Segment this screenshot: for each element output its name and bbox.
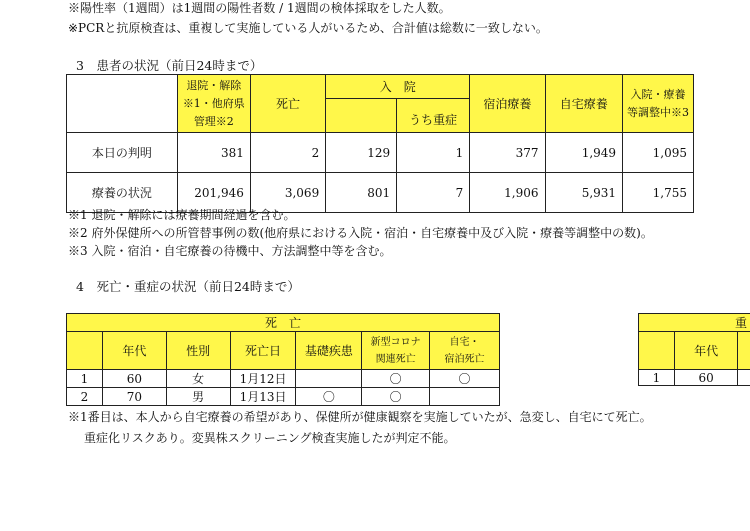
note-pcr-antigen: ※PCRと抗原検査は、重複して実施している人がいるため、合計値は総数に一致しない。 <box>68 21 548 35</box>
death-no: 1 <box>67 370 103 388</box>
table-row <box>67 388 500 406</box>
note-1: ※1 退院・解除には療養期間経過を含む。 <box>68 208 296 222</box>
table-row <box>639 370 750 386</box>
death-date: 1月13日 <box>230 388 296 406</box>
cell-severe: 1 <box>397 133 470 173</box>
death-group-header: 死 亡 <box>67 314 500 332</box>
death-header-home-l2: 宿泊死亡 <box>444 353 485 365</box>
row-label: 療養の状況 <box>67 173 178 213</box>
death-header-date: 死亡日 <box>230 332 296 370</box>
header-hospital-blank <box>326 99 397 133</box>
death-home: 〇 <box>430 370 500 388</box>
death-covid: 〇 <box>362 388 430 406</box>
header-severe: うち重症 <box>397 99 470 133</box>
death-note-1: ※1番目は、本人から自宅療養の希望があり、保健所が健康観察を実施していたが、急変し、自宅にて死亡。 <box>68 410 652 424</box>
death-header-covid-l2: 関連死亡 <box>375 353 416 365</box>
cell-home: 5,931 <box>545 173 623 213</box>
severe-age: 60 <box>674 370 738 386</box>
header-adjust-l1: 入院・療養 <box>630 87 686 101</box>
death-no: 2 <box>67 388 103 406</box>
section3-title: 3 患者の状況（前日24時まで） <box>76 58 263 73</box>
row-label: 本日の判明 <box>67 133 178 173</box>
death-header-blank <box>67 332 103 370</box>
note-3: ※3 入院・宿泊・自宅療養の待機中、方法調整中等を含む。 <box>68 244 392 258</box>
table-row <box>67 133 694 173</box>
death-sex: 女 <box>166 370 230 388</box>
severe-no: 1 <box>639 370 675 386</box>
death-underlying: 〇 <box>296 388 362 406</box>
death-age: 70 <box>102 388 166 406</box>
header-hospital: 入 院 <box>326 75 470 99</box>
death-note-2: 重症化リスクあり。変異株スクリーニング検査実施したが判定不能。 <box>84 431 456 445</box>
death-header-sex: 性別 <box>166 332 230 370</box>
header-discharge <box>177 75 250 133</box>
death-header-covid-l1: 新型コロナ <box>370 336 421 348</box>
header-hotel: 宿泊療養 <box>470 75 545 133</box>
death-header-home <box>430 332 500 370</box>
header-death: 死亡 <box>250 75 325 133</box>
header-blank <box>67 75 178 133</box>
cell-adjust: 1,755 <box>623 173 694 213</box>
cell-death: 2 <box>250 133 325 173</box>
note-positivity-rate: ※陽性率（1週間）は1週間の陽性者数 / 1週間の検体採取をした人数。 <box>68 1 451 15</box>
death-date: 1月12日 <box>230 370 296 388</box>
cell-severe: 7 <box>397 173 470 213</box>
cell-adjust: 1,095 <box>623 133 694 173</box>
cell-home: 1,949 <box>545 133 623 173</box>
death-header-home-l1: 自宅・ <box>449 336 480 348</box>
header-discharge-l1: 退院・解除 <box>186 78 242 92</box>
note-2: ※2 府外保健所への所管替事例の数(他府県における入院・宿泊・自宅療養中及び入院・療養等調整中の数)。 <box>68 226 653 240</box>
cell-hotel: 377 <box>470 133 545 173</box>
death-covid: 〇 <box>362 370 430 388</box>
death-underlying <box>296 370 362 388</box>
death-sex: 男 <box>166 388 230 406</box>
cell-hospital: 801 <box>326 173 397 213</box>
header-adjust-l2: 等調整中※3 <box>627 105 690 119</box>
death-age: 60 <box>102 370 166 388</box>
severe-header-age: 年代 <box>674 332 738 370</box>
section4-title: 4 死亡・重症の状況（前日24時まで） <box>76 279 300 294</box>
header-adjust <box>623 75 694 133</box>
header-discharge-l3: 管理※2 <box>193 114 234 128</box>
header-discharge-l2: ※1・他府県 <box>182 96 245 110</box>
severe-table-clip <box>638 313 750 406</box>
severe-next <box>738 370 750 386</box>
severe-table <box>638 313 750 386</box>
death-home <box>430 388 500 406</box>
death-header-age: 年代 <box>102 332 166 370</box>
severe-group-header: 重 <box>639 314 750 332</box>
death-header-covid <box>362 332 430 370</box>
cell-discharge: 381 <box>177 133 250 173</box>
patient-status-table <box>66 74 694 213</box>
cell-death: 3,069 <box>250 173 325 213</box>
cell-hospital: 129 <box>326 133 397 173</box>
table-row <box>67 370 500 388</box>
severe-header-next <box>738 332 750 370</box>
cell-hotel: 1,906 <box>470 173 545 213</box>
header-home: 自宅療養 <box>545 75 623 133</box>
cell-discharge: 201,946 <box>177 173 250 213</box>
death-header-underlying: 基礎疾患 <box>296 332 362 370</box>
severe-header-blank <box>639 332 675 370</box>
death-table <box>66 313 500 406</box>
